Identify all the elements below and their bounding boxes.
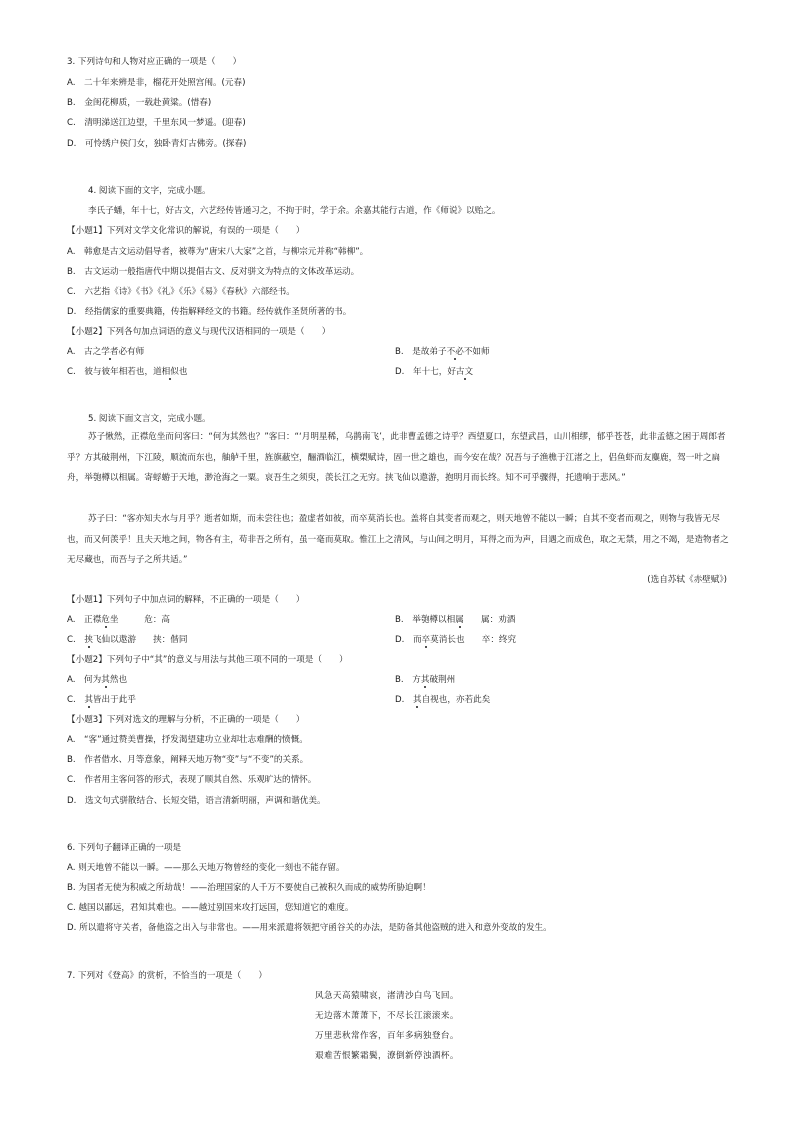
q4-sub1-option-d: D. 经指儒家的重要典籍，传指解释经文的书籍。经传就作圣贤所著的书。: [67, 307, 352, 317]
q5-sub1-option-b: [395, 614, 515, 626]
q6-option-a: A. 则天地曾不能以一瞬。——那么天地万物曾经的变化一刻也不能存留。: [67, 863, 345, 873]
q3-option-a: A. 二十年来辨是非，榴花开处照宫闱。(元春): [67, 78, 246, 88]
q7-poem-line-1: 风急天高猿啸哀，渚清沙白鸟飞回。: [315, 991, 459, 1001]
option-text: B. 举匏樽以相: [395, 615, 456, 625]
dotted-word: 危: [101, 615, 110, 625]
dotted-word: 属: [455, 615, 464, 625]
q5-source: (选自苏轼《赤壁赋》): [647, 575, 727, 585]
option-text: 飞仙以遨游 挟：偕同: [92, 635, 188, 645]
option-text: 皆出于此乎: [92, 695, 136, 705]
q4-sub1-option-a: A. 韩愈是古文运动倡导者，被尊为“唐宋八大家”之首，与柳宗元并称“韩柳”。: [67, 247, 369, 257]
q5-stem: 5. 阅读下面文言文，完成小题。: [88, 414, 211, 424]
q7-poem-line-3: 万里悲秋常作客，百年多病独登台。: [315, 1031, 459, 1041]
q3-option-d: D. 可怜绣户侯门女，独卧青灯古佛旁。(探春): [67, 139, 247, 149]
dotted-word: 不必: [446, 347, 464, 357]
q4-stem: 4. 阅读下面的文字，完成小题。: [88, 186, 211, 196]
q4-sub2-option-a: [67, 346, 144, 358]
q4-sub2-stem: 【小题2】下列各句加点词语的意义与现代汉语相同的一项是（ ）: [67, 327, 331, 337]
option-text: 坐 危：高: [109, 615, 171, 625]
q3-option-c: C. 清明涕送江边望，千里东风一梦遥。(迎春): [67, 118, 246, 128]
option-text: 也: [178, 367, 188, 377]
option-text: B. 方: [395, 675, 421, 685]
dotted-word: 挟: [84, 635, 93, 645]
q5-sub2-option-d: [395, 694, 490, 706]
option-text: C.: [67, 695, 85, 705]
q6-option-b: B. 为国者无使为积威之所劫哉！——治理国家的人千万不要使自己被积久而成的威势所胁迫啊！: [67, 883, 431, 893]
q5-sub3-option-b: B. 作者借水、月等意象，阐释天地万物“变”与“不变”的关系。: [67, 755, 309, 765]
option-text: B. 是故弟子: [395, 347, 447, 357]
q7-stem: 7. 下列对《登高》的赏析，不恰当的一项是（ ）: [67, 971, 267, 981]
dotted-word: 卒: [421, 635, 431, 645]
q5-paragraph-1: 苏子愀然，正襟危坐而问客曰：“何为其然也？”客曰：“‘月明星稀，乌鹊南飞’，此非曹孟德之诗乎？西望夏口，东望武昌，山川相缪，郁乎苍苍，此非孟德之困于周郎者乎？方其破荆州，下江陵，顺流而东也，舳舻千里，旌旗蔽空，酾酒临江，横槊赋诗，固一世之雄也，而今安在哉？况吾与子渔樵于江渚之上，侣鱼虾而友麋鹿，驾一叶之扁舟，举匏樽以相属。寄蜉蝣于天地，渺沧海之一粟。哀吾生之须臾，羡长江之无穷。挟飞仙以遨游，抱明月而长终。知不可乎骤得，托遗响于悲风。”: [67, 432, 726, 484]
q5-sub1-stem: 【小题1】下列句子中加点词的解释，不正确的一项是（ ）: [67, 595, 305, 605]
option-text: D.: [395, 695, 413, 705]
q4-sub2-option-c: [67, 366, 187, 378]
q5-sub3-option-a: A. “客”通过赞美曹操，抒发渴望建功立业却壮志难酬的愤慨。: [67, 735, 308, 745]
dotted-word: 学者: [101, 347, 119, 357]
q6-stem: 6. 下列句子翻译正确的一项是: [67, 843, 182, 853]
q7-poem-line-4: 艰难苦恨繁霜鬓，潦倒新停浊酒杯。: [315, 1051, 459, 1061]
q6-option-c: C. 越国以鄙远，君知其难也。——越过别国来攻打远国，您知道它的难度。: [67, 903, 354, 913]
option-text: A. 古之: [67, 347, 102, 357]
q5-sub2-option-a: [67, 674, 127, 686]
option-text: 莫消长也 卒：终究: [430, 635, 517, 645]
option-text: C. 彼与彼年相若也，道: [67, 367, 162, 377]
option-text: 不如师: [463, 347, 490, 357]
dotted-word: 其: [420, 675, 430, 685]
q5-sub2-option-c: [67, 694, 136, 706]
q5-sub3-stem: 【小题3】下列对选文的理解与分析，不正确的一项是（ ）: [67, 715, 305, 725]
q5-paragraph-2: 苏子曰：“客亦知夫水与月乎？逝者如斯，而未尝往也；盈虚者如彼，而卒莫消长也。盖将自其变者而观之，则天地曾不能以一瞬；自其不变者而观之，则物与我皆无尽也，而又何羡乎！且夫天地之间，物各有主，苟非吾之所有，虽一毫而莫取。惟江上之清风，与山间之明月，耳得之而为声，目遇之而成色，取之无禁，用之不竭，是造物者之无尽藏也，而吾与子之所共适。”: [67, 514, 729, 566]
option-text: D. 而: [395, 635, 422, 645]
option-text: D. 年十七，好: [395, 367, 456, 377]
option-text: C.: [67, 635, 85, 645]
option-text: A. 何为: [67, 675, 102, 685]
q4-sub1-stem: 【小题1】下列对文学文化常识的解说，有误的一项是（ ）: [67, 226, 305, 236]
q5-sub2-stem: 【小题2】下列句子中“其”的意义与用法与其他三项不同的一项是（ ）: [67, 655, 348, 665]
q5-sub1-option-a: [67, 614, 170, 626]
q3-stem: 3. 下列诗句和人物对应正确的一项是（ ）: [67, 57, 242, 67]
q4-sub2-option-d: [395, 366, 473, 378]
dotted-word: 其: [101, 675, 110, 685]
dotted-word: 古文: [455, 367, 474, 377]
q5-sub2-option-b: [395, 674, 455, 686]
q3-option-b: B. 金闺花柳质，一载赴黄粱。(惜春): [67, 98, 212, 108]
q4-sub1-option-b: B. 古文运动一般指唐代中期以提倡古文、反对骈文为特点的文体改革运动。: [67, 267, 360, 277]
q4-sub1-option-c: C. 六艺指《诗》《书》《礼》《乐》《易》《春秋》六部经书。: [67, 287, 295, 297]
q5-sub1-option-d: [395, 634, 516, 646]
q4-sub2-option-b: [395, 346, 490, 358]
option-text: 破荆州: [429, 675, 456, 685]
option-text: 然也: [109, 675, 128, 685]
q5-sub3-option-d: D. 选文句式骈散结合、长短交错，语言清新明丽，声调和谐优美。: [67, 796, 326, 806]
q6-option-d: D. 所以遣将守关者，备他盗之出入与非常也。——用来派遣将领把守函谷关的办法，是防备其他盗贼的进入和意外变故的发生。: [67, 923, 552, 933]
dotted-word: 其: [412, 695, 422, 705]
q4-passage: 李氏子蟠，年十七，好古文，六艺经传皆通习之，不拘于时，学于余。余嘉其能行古道，作《师说》以贻之。: [88, 206, 501, 216]
dotted-word: 其: [84, 695, 93, 705]
option-text: 属：劝酒: [463, 615, 516, 625]
option-text: 必有师: [118, 347, 145, 357]
option-text: A. 正襟: [67, 615, 102, 625]
dotted-word: 相似: [161, 367, 179, 377]
q5-sub1-option-c: [67, 634, 187, 646]
q5-sub3-option-c: C. 作者用主客问答的形式，表现了顺其自然、乐观旷达的情怀。: [67, 775, 317, 785]
option-text: 自视也，亦若此矣: [421, 695, 491, 705]
q7-poem-line-2: 无边落木萧萧下，不尽长江滚滚来。: [315, 1011, 459, 1021]
